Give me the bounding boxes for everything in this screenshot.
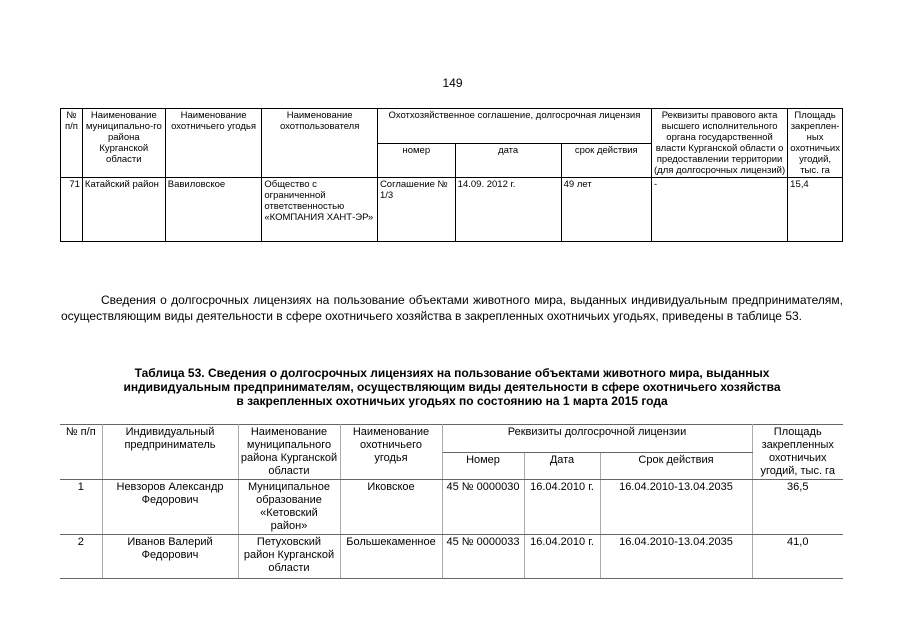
cell-area: 41,0: [752, 535, 843, 579]
caption-line-3: в закрепленных охотничьих угодьях по состоянию на 1 марта 2015 года: [236, 394, 668, 408]
cell-area: 36,5: [752, 480, 843, 535]
cell-license-term: 16.04.2010-13.04.2035: [600, 535, 752, 579]
header-agreement-term: срок действия: [561, 143, 651, 178]
header-license: Реквизиты долгосрочной лицензии: [442, 425, 752, 453]
table-row: [61, 178, 843, 242]
header-act: Реквизиты правового акта высшего исполнительного органа государственной власти Курганской области о предоставлении территории (для долгосрочных лицензий): [651, 109, 787, 178]
header-area: Площадь закреплен-ных охотничьих угодий, тыс. га: [788, 109, 843, 178]
cell-agreement-date: 14.09. 2012 г.: [455, 178, 561, 242]
header-user: Наименование охотпользователя: [262, 109, 378, 178]
header-agreement-date: дата: [455, 143, 561, 178]
intro-paragraph: Сведения о долгосрочных лицензиях на пользование объектами животного мира, выданных индивидуальным предпринимателям, осуществляющим виды деятельности в сфере охотничьего хозяйства в закрепленных охотничьих угодьях, приведены в таблице 53.: [61, 293, 843, 323]
cell-hunting-ground: Вавиловское: [165, 178, 262, 242]
cell-user: Общество с ограниченной ответственностью «КОМПАНИЯ ХАНТ-ЭР»: [262, 178, 378, 242]
hunting-agreements-table: [60, 108, 843, 242]
cell-entrepreneur: Иванов Валерий Федорович: [102, 535, 238, 579]
cell-municipality: Петуховский район Курганской области: [238, 535, 340, 579]
header-agreement: Охотхозяйственное соглашение, долгосрочная лицензия: [377, 109, 651, 144]
cell-agreement-term: 49 лет: [561, 178, 651, 242]
cell-num: 71: [61, 178, 83, 242]
cell-entrepreneur: Невзоров Александр Федорович: [102, 480, 238, 535]
table-header-row: [60, 425, 843, 453]
header-num: № п/п: [61, 109, 83, 178]
cell-license-date: 16.04.2010 г.: [524, 480, 600, 535]
cell-num: 2: [60, 535, 102, 579]
header-num: № п/п: [60, 425, 102, 480]
cell-hunting-ground: Иковское: [340, 480, 442, 535]
header-hunting-ground: Наименование охотничьего угодья: [165, 109, 262, 178]
cell-num: 1: [60, 480, 102, 535]
cell-license-number: 45 № 0000030: [442, 480, 524, 535]
long-term-licenses-table: [60, 424, 843, 579]
header-district: Наименование муниципально-го района Курганской области: [82, 109, 165, 178]
cell-area: 15,4: [788, 178, 843, 242]
table-caption: [61, 366, 843, 408]
cell-license-date: 16.04.2010 г.: [524, 535, 600, 579]
header-license-number: Номер: [442, 452, 524, 480]
caption-line-1: Таблица 53. Сведения о долгосрочных лицензиях на пользование объектами животного мира, выданных: [134, 366, 770, 380]
header-area: Площадь закрепленных охотничьих угодий, тыс. га: [752, 425, 843, 480]
table-header-row: [61, 109, 843, 144]
cell-hunting-ground: Большекаменное: [340, 535, 442, 579]
header-municipality: Наименование муниципального района Курганской области: [238, 425, 340, 480]
cell-act: -: [651, 178, 787, 242]
caption-line-2: индивидуальным предпринимателям, осуществляющим виды деятельности в сфере охотничьего хозяйства: [123, 380, 781, 394]
cell-license-term: 16.04.2010-13.04.2035: [600, 480, 752, 535]
header-hunting-ground: Наименование охотничьего угодья: [340, 425, 442, 480]
cell-municipality: Муниципальное образование «Кетовский район»: [238, 480, 340, 535]
cell-district: Катайский район: [82, 178, 165, 242]
header-entrepreneur: Индивидуальный предприниматель: [102, 425, 238, 480]
table-row: [60, 480, 843, 535]
table-row: [60, 535, 843, 579]
cell-agreement-number: Соглашение № 1/3: [377, 178, 455, 242]
header-agreement-number: номер: [377, 143, 455, 178]
page-number: 149: [442, 76, 463, 90]
header-license-date: Дата: [524, 452, 600, 480]
header-license-term: Срок действия: [600, 452, 752, 480]
cell-license-number: 45 № 0000033: [442, 535, 524, 579]
